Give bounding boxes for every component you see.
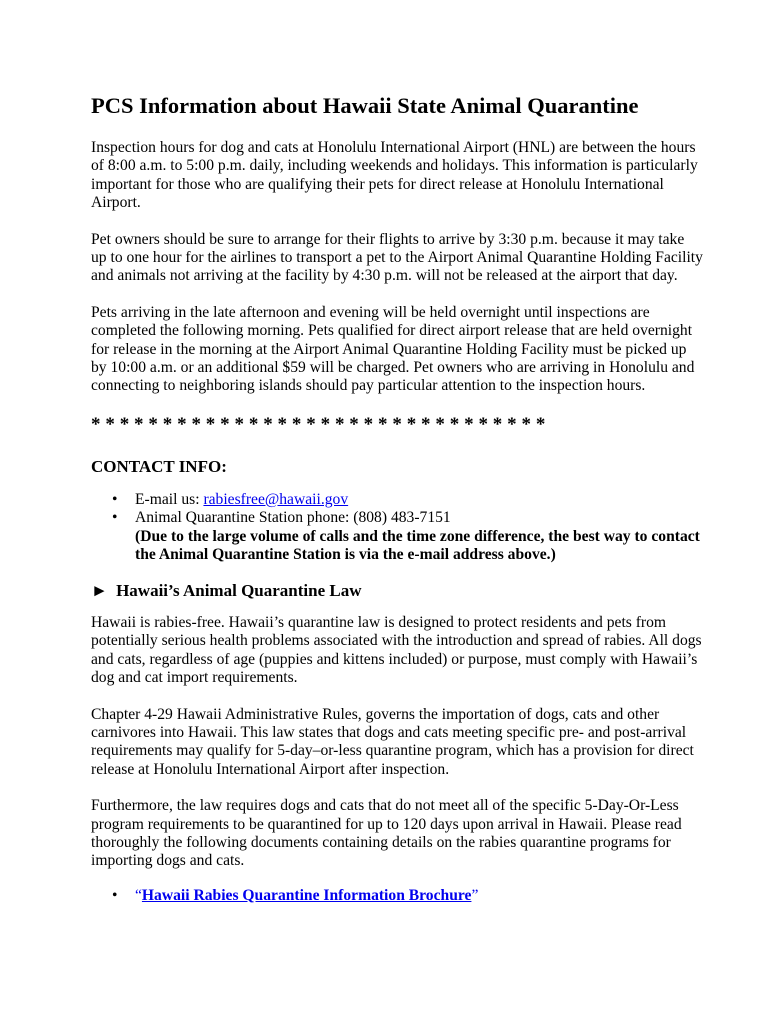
star-separator: * * * * * * * * * * * * * * * * * * * * * * * * * * * * * * * * bbox=[91, 413, 546, 435]
inspection-hours-paragraph: Inspection hours for dog and cats at Honolulu International Airport (HNL) are between the hours of 8:00 a.m. to 5:00 p.m. daily, including weekends and holidays. This information is particularly important for those who are qualifying their pets for direct release at Honolulu International Airport. bbox=[91, 139, 698, 212]
documents-list bbox=[91, 886, 703, 906]
bullet-icon: • bbox=[112, 886, 118, 904]
email-label: E-mail us: bbox=[135, 490, 204, 508]
close-quote: ” bbox=[471, 886, 479, 904]
page-title: PCS Information about Hawaii State Animal Quarantine bbox=[91, 93, 639, 118]
document-page bbox=[91, 92, 703, 906]
arrival-time-paragraph: Pet owners should be sure to arrange for their flights to arrive by 3:30 p.m. because it may take up to one hour for the airlines to transport a pet to the Airport Animal Quarantine Holding Facility and animals not arriving at the facility by 4:30 p.m. will not be released at the airport that day. bbox=[91, 230, 703, 285]
bullet-icon: • bbox=[112, 490, 118, 508]
phone-label: Animal Quarantine Station phone: (808) 483-7151 bbox=[135, 509, 451, 527]
brochure-item bbox=[91, 886, 703, 906]
phone-note: (Due to the large volume of calls and the time zone difference, the best way to contact the Animal Quarantine Station is via the e-mail address above.) bbox=[135, 527, 700, 564]
open-quote: “ bbox=[135, 886, 142, 904]
administrative-rules-paragraph: Chapter 4-29 Hawaii Administrative Rules, governs the importation of dogs, cats and other carnivores into Hawaii. This law states that dogs and cats meeting specific pre- and post-arrival requirements may qualify for 5-day–or-less quarantine program, which has a provision for direct release at Honolulu International Airport after inspection. bbox=[91, 705, 694, 778]
quarantine-requirements-paragraph: Furthermore, the law requires dogs and cats that do not meet all of the specific 5-Day-Or-Less program requirements to be quarantined for up to 120 days upon arrival in Hawaii. Please read thoroughly the following documents containing details on the rabies quarantine programs for importing dogs and cats. bbox=[91, 797, 682, 870]
law-heading-text: Hawaii’s Animal Quarantine Law bbox=[116, 580, 362, 600]
email-link[interactable]: rabiesfree@hawaii.gov bbox=[203, 490, 349, 508]
overnight-paragraph: Pets arriving in the late afternoon and evening will be held overnight until inspections are completed the following morning. Pets qualified for direct airport release that are held overnight for release in the morning at the Airport Animal Quarantine Holding Facility must be picked up by 10:00 a.m. or an additional $59 will be charged. Pet owners who are arriving in Honolulu and connecting to neighboring islands should pay particular attention to the inspection hours. bbox=[91, 303, 695, 395]
contact-phone-item bbox=[91, 509, 703, 565]
pointer-arrow-icon: ► bbox=[91, 580, 108, 600]
rabies-free-paragraph: Hawaii is rabies-free. Hawaii’s quarantine law is designed to protect residents and pets from potentially serious health problems associated with the introduction and spread of rabies. All dogs and cats, regardless of age (puppies and kittens included) or purpose, must comply with Hawaii’s dog and cat import requirements. bbox=[91, 613, 702, 687]
brochure-link[interactable]: Hawaii Rabies Quarantine Information Brochure bbox=[141, 886, 472, 904]
bullet-icon: • bbox=[112, 509, 118, 527]
contact-email-item bbox=[91, 491, 703, 510]
law-heading bbox=[91, 578, 703, 604]
contact-heading: CONTACT INFO: bbox=[91, 456, 227, 476]
contact-list bbox=[91, 491, 703, 565]
